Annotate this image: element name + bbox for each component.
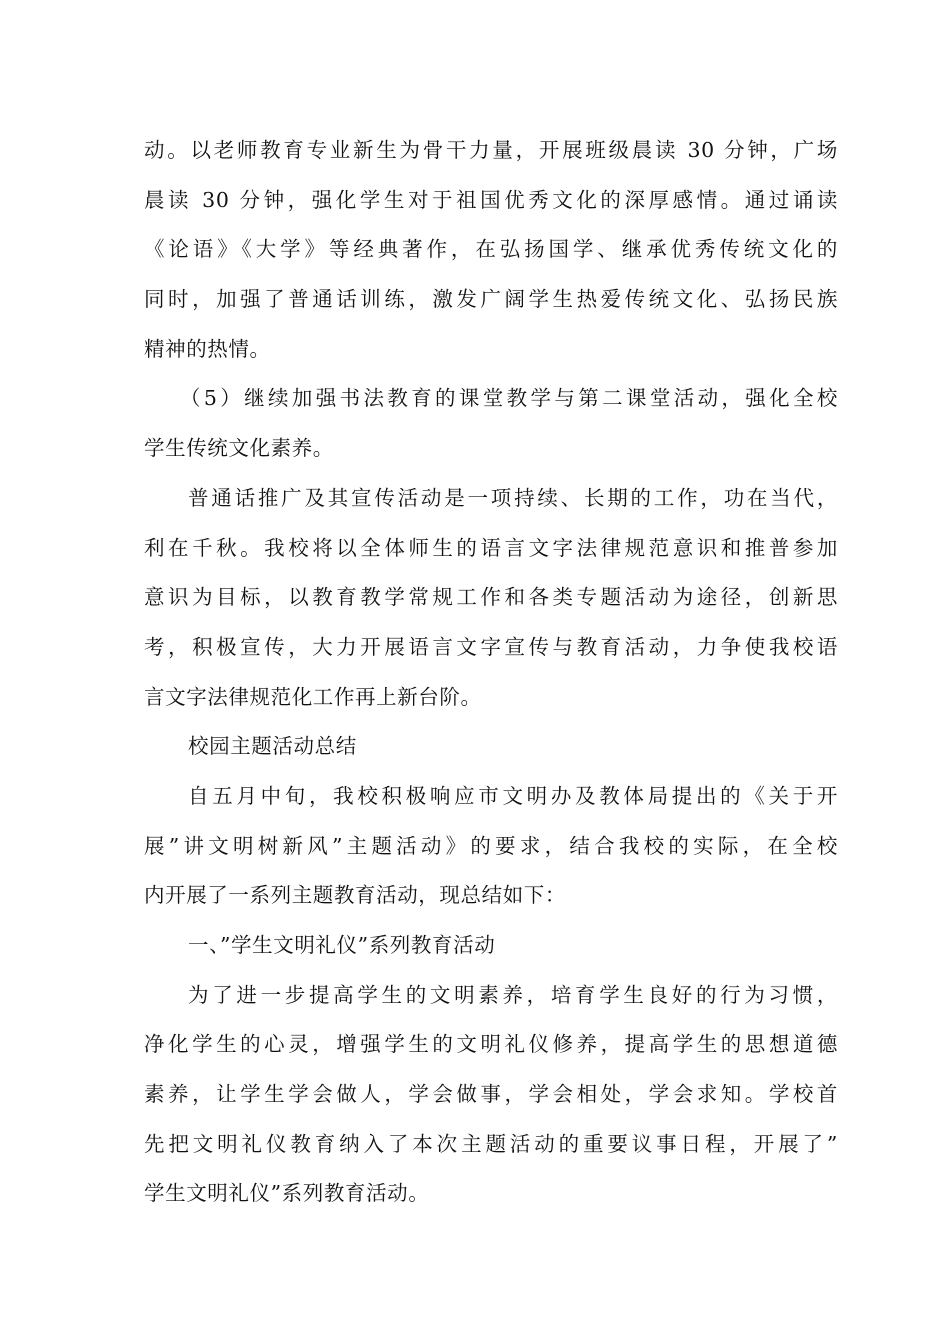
text-line-19: 净化学生的心灵，增强学生的文明礼仪修养，提高学生的思想道德 xyxy=(144,1032,838,1057)
text-line-4: 同时，加强了普通话训练，激发广阔学生热爱传统文化、弘扬民族 xyxy=(144,287,838,312)
text-line-3: 《论语》《大学》等经典著作，在弘扬国学、继承优秀传统文化的 xyxy=(144,237,838,262)
text-line-2: 晨读 30 分钟，强化学生对于祖国优秀文化的深厚感情。通过诵读 xyxy=(144,187,838,212)
text-line-1: 动。以老师教育专业新生为骨干力量，开展班级晨读 30 分钟，广场 xyxy=(144,138,838,162)
text-line-7: 学生传统文化素养。 xyxy=(144,436,334,461)
text-line-20: 素养，让学生学会做人，学会做事，学会相处，学会求知。学校首 xyxy=(144,1082,838,1107)
text-line-14: 自五月中旬，我校积极响应市文明办及教体局提出的《关于开 xyxy=(188,783,838,808)
text-line-21: 先把文明礼仪教育纳入了本次主题活动的重要议事日程，开展了” xyxy=(144,1131,838,1156)
text-line-18: 为了进一步提高学生的文明素养，培育学生良好的行为习惯， xyxy=(188,982,838,1007)
text-line-5: 精神的热情。 xyxy=(144,336,271,361)
text-line-22: 学生文明礼仪”系列教育活动。 xyxy=(144,1181,430,1206)
text-line-12: 言文字法律规范化工作再上新台阶。 xyxy=(144,684,482,709)
text-line-6: （5）继续加强书法教育的课堂教学与第二课堂活动，强化全校 xyxy=(180,386,838,411)
text-line-16: 内开展了一系列主题教育活动，现总结如下： xyxy=(144,883,566,908)
text-line-8: 普通话推广及其宣传活动是一项持续、长期的工作，功在当代， xyxy=(188,485,838,510)
text-line-15: 展”讲文明树新风”主题活动》的要求，结合我校的实际，在全校 xyxy=(144,833,838,858)
text-line-11: 考，积极宣传，大力开展语言文字宣传与教育活动，力争使我校语 xyxy=(144,634,838,659)
document-page xyxy=(144,126,838,1219)
text-line-9: 利在千秋。我校将以全体师生的语言文字法律规范意识和推普参加 xyxy=(144,535,838,560)
subsection-heading: 一、”学生文明礼仪”系列教育活动 xyxy=(188,933,496,957)
text-line-10: 意识为目标，以教育教学常规工作和各类专题活动为途径，创新思 xyxy=(144,585,838,610)
section-heading: 校园主题活动总结 xyxy=(188,734,357,759)
